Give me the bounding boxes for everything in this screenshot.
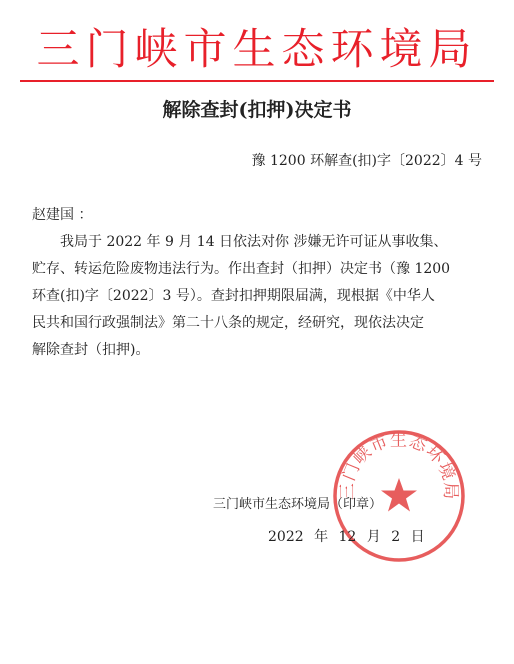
addressee: 赵建国 ： — [32, 207, 93, 223]
signature-org: 三门峡市生态环境局（印章） — [213, 497, 383, 512]
body-line: 我局于 2022 年 9 月 14 日依法对你 涉嫌无许可证从事收集、 — [32, 234, 448, 250]
body-line: 解除查封（扣押)。 — [32, 342, 150, 358]
document-title: 解除查封(扣押)决定书 — [162, 99, 352, 121]
body-line: 贮存、转运危险废物违法行为。作出查封（扣押）决定书（豫 1200 — [32, 261, 451, 277]
body-line: 民共和国行政强制法》第二十八条的规定，经研究，现依法决定 — [32, 315, 424, 331]
org-header: 三门峡市生态环境局 — [36, 25, 478, 75]
document-number: 豫 1200 环解查(扣)字〔2022〕4 号 — [251, 153, 482, 169]
header-red-rule — [20, 80, 494, 82]
signature-date: 2022 年 12 月 2 日 — [268, 529, 425, 545]
star-icon — [381, 478, 417, 512]
body-line: 环查(扣)字〔2022〕3 号）。查封扣押期限届满，现根据《中华人 — [32, 288, 435, 304]
seal-text: 三门峡市生态环境局 — [337, 430, 461, 501]
